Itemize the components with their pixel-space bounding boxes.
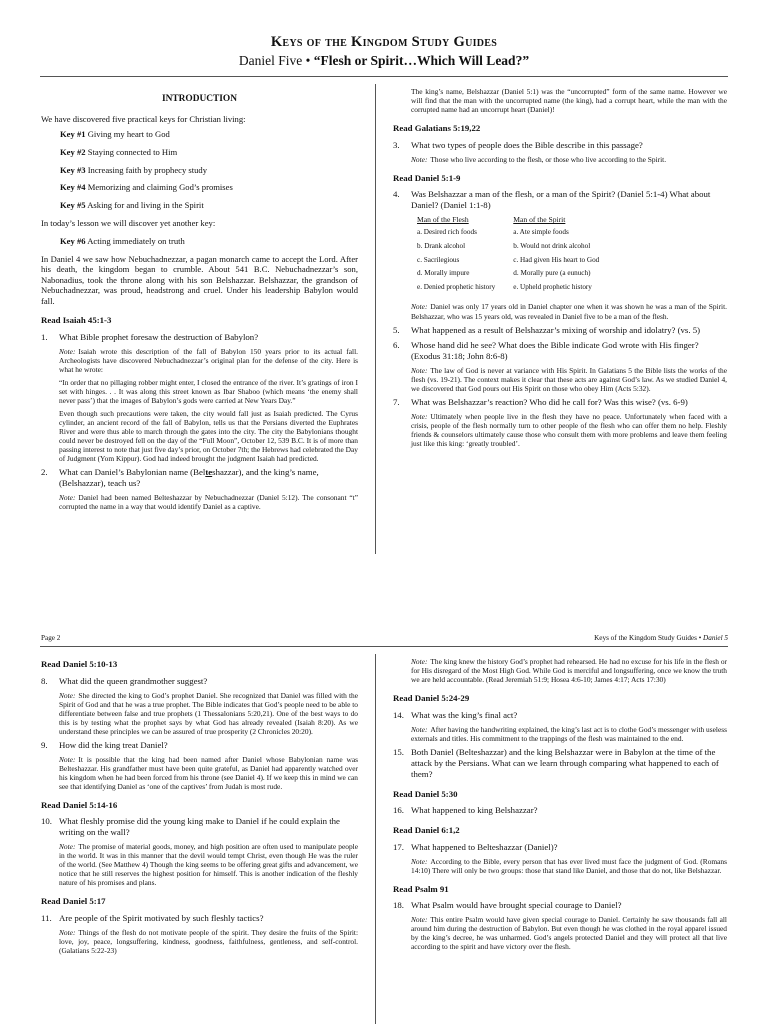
table-row: e. Denied prophetic history e. Upheld prophetic history: [417, 282, 592, 291]
introduction-heading: INTRODUCTION: [161, 94, 237, 104]
question: 15. Both Daniel (Belteshazzar) and the king Belshazzar were in Babylon at the time of the attack by the Persians. What can we learn through comparing what happened to each of them?: [393, 746, 719, 779]
intro-lead: We have discovered five practical keys for Christian living:: [41, 114, 246, 125]
question: 3. What two types of people does the Bible describe in this passage?: [393, 139, 643, 150]
question: 10. What fleshly promise did the young king make to Daniel if he could explain the writing on the wall?: [41, 816, 340, 838]
section-heading: Read Daniel 5:10-13: [41, 659, 118, 669]
question-note: Note: According to the Bible, every person that has ever lived must face the judgment of God. (Romans 14:10) There will only be two groups: those that stand like Daniel, and those that do not, like Belshazzar.: [411, 856, 727, 875]
question-note: Note: Things of the flesh do not motivate people of the spirit. They desire the fruits of the Spirit: love, joy, peace, longsuffering, kindness, goodness, faithfulness, gentleness, and self-control. (Galatians 5:22-23): [59, 928, 358, 956]
question: 18. What Psalm would have brought special courage to Daniel?: [393, 900, 622, 911]
running-header: Keys of the Kingdom Study Guides • Daniel 5: [594, 634, 728, 642]
key-item: Key #5 Asking for and living in the Spirit: [60, 200, 204, 211]
question-note: Note: Daniel had been named Belteshazzar by Nebuchadnezzar (Daniel 5:12). The consonant “t” corrupted the name in a way that would identify Daniel as a captive.: [59, 492, 358, 512]
question: 9. How did the king treat Daniel?: [41, 739, 168, 750]
question-note: Note: The promise of material goods, money, and high position are often used to manipulate people in the world. It was in this manner that the devil would tempt Christ, even though He was the ruler of the world. (See Matthew 4) Though the king seems to be offering great gifts and advancement, we notice that he still reserves the highest position for himself. This is another indication of the fleshly nature of his promises and plans.: [59, 842, 358, 888]
key-item: Key #3 Increasing faith by prophecy study: [60, 164, 208, 175]
key-item: Key #6 Acting immediately on truth: [60, 235, 185, 246]
lesson-theme: “Flesh or Spirit…Which Will Lead?”: [313, 53, 530, 68]
page2-column-divider: [375, 654, 376, 1024]
question-note: Note: This entire Psalm would have given special courage to Daniel. Certainly he saw thousands fall all around him during the destruction of Babylon. But even though he was clothed in the royal apparel issued by the king’s decree, he was unharmed. God’s angels protected Daniel and they will protect all that live according to the spirit and have victory over the flesh.: [411, 915, 727, 952]
question: 1. What Bible prophet foresaw the destruction of Babylon?: [41, 331, 259, 342]
question-note: Note: Those who live according to the flesh, or those who live according to the Spirit.: [411, 154, 667, 164]
section-heading: Read Daniel 5:24-29: [393, 693, 470, 704]
subtitle-bullet: •: [305, 53, 311, 68]
question: 17. What happened to Belteshazzar (Daniel)?: [393, 841, 558, 852]
page2-right-column: [393, 657, 727, 955]
section-heading: Read Galatians 5:19,22: [393, 123, 481, 134]
question: 8. What did the queen grandmother suggest?: [41, 675, 208, 686]
table-header: Man of the Spirit: [513, 215, 566, 225]
note-continuation: The king’s name, Belshazzar (Daniel 5:1) was the “uncorrupted” form of the same name. However we will find that the man with the uncorrupted name (the king), had a corrupt heart, while the man with the corrupted name had an uncorrupt heart (Daniel)!: [411, 87, 727, 115]
section-heading: Read Daniel 5:17: [41, 896, 106, 907]
table-row: b. Drank alcohol b. Would not drink alcohol: [417, 241, 591, 250]
table-header: Man of the Flesh: [417, 215, 469, 225]
page1-right-column: [393, 87, 727, 452]
section-heading: Read Daniel 5:1-9: [393, 172, 461, 183]
intro-today: In today’s lesson we will discover yet another key:: [41, 218, 216, 229]
section-heading: Read Isaiah 45:1-3: [41, 315, 112, 326]
section-heading: Read Psalm 91: [393, 883, 449, 894]
question: 16. What happened to king Belshazzar?: [393, 805, 538, 816]
question: 4. Was Belshazzar a man of the flesh, or a man of the Spirit? (Daniel 5:1-4) What about Daniel? (Daniel 1:1-8): [393, 189, 711, 211]
page2-header-rule: [40, 646, 728, 647]
page-number: Page 2: [41, 634, 61, 642]
page2-left-column: [41, 650, 358, 959]
question: 5. What happened as a result of Belshazzar’s mixing of worship and idolatry? (vs. 5): [393, 324, 701, 335]
key-item: Key #1 Giving my heart to God: [60, 128, 170, 139]
section-heading: Read Daniel 5:30: [393, 788, 458, 799]
question: 6. Whose hand did he see? What does the Bible indicate God wrote with His finger? (Exodus 31:18; John 8:6-8): [393, 339, 699, 361]
document-subtitle: [0, 53, 768, 69]
question-note: Note: It is possible that the king had been named after Daniel whose Babylonian name was Belteshazzar. His grandfather must have been quite grateful, as Daniel had apparently watched over his kingdom when he had been forced from his throne (see Daniel 4). If we keep this in mind we can see that identifying Daniel as ‘one of the captives’ from Judah is most rude.: [59, 754, 358, 791]
section-heading: Read Daniel 6:1,2: [393, 825, 460, 836]
question: 2. What can Daniel’s Babylonian name (Belteshazzar), and the king’s name, (Belshazzar), teach us?: [41, 467, 319, 488]
question-note: Note: Ultimately when people live in the flesh they have no peace. Unfortunately when faced with a crisis, people of the flesh normally turn to other people of the flesh who can offer them no help. Fleshly friends & counselors ultimately cause those who consult them with more problems and leave them feeling just like this king: ‘greatly troubled’.: [411, 411, 727, 448]
table-row: c. Sacrilegious c. Had given His heart to God: [417, 255, 600, 264]
question: 7. What was Belshazzar’s reaction? Who did he call for? Was this wise? (vs. 6-9): [393, 396, 688, 407]
document-title: Keys of the Kingdom Study Guides: [270, 34, 498, 50]
question-note: Note: After having the handwriting explained, the king’s last act is to clothe God’s messenger with useless externals and titles. His commitment to the trappings of the flesh was maintained to the end.: [411, 724, 727, 743]
note-paragraph: Even though such precautions were taken, the city would fall just as Isaiah predicted. The Cyrus cylinder, an ancient record of the fall of Babylon, tells us that the Persians diverted the Euphrates River and were thus able to march through the gates into the city. The city the Babylonians thought could never be destroyed fell on the day of the “Full Moon”, October 12, 539 B.C. It is of more than passing interest to note that just five day’s prior, on October 7th; the Hebrews had celebrated the Day of Judgment (Yom Kippur). God had indeed brought the judgment Isaiah had predicted.: [59, 408, 358, 463]
question-note: Note: She directed the king to God’s prophet Daniel. She recognized that Daniel was filled with the Spirit of God and that he was a true prophet. The Bible indicates that God’s people need to be able to differentiate between false and true prophets (1 Thessalonians 5:20,21). One of the best ways to do this is by testing what the prophet says by what God has already revealed (Isaiah 8:20). As we understand these principles we can be assured of true prosperity (2 Chronicles 20:20).: [59, 690, 358, 736]
question-note: Note: Daniel was only 17 years old in Daniel chapter one when it was shown he was a man of the Spirit. Belshazzar, who was 15 years old, was revealed in Daniel five to be a man of the flesh.: [411, 302, 727, 321]
key-item: Key #2 Staying connected to Him: [60, 146, 178, 157]
table-row: a. Desired rich foods a. Ate simple foods: [417, 228, 569, 237]
quotation: “In order that no pillaging robber might enter, I closed the entrance of the river. It’s gratings of iron I set with hinges. . . It was along this street known as Ibar Shaboo (which means ‘the enemy shall never pass’) that the images of Babylon’s gods were carried at New Years Day.”: [59, 377, 358, 405]
section-heading: Read Daniel 5:14-16: [41, 799, 118, 810]
flesh-spirit-table: [417, 215, 617, 296]
question-note: Note: The law of God is never at variance with His Spirit. In Galatians 5 the Bible lists the works of the flesh (vs. 19-21). The context makes it clear that these acts are against God’s law. As we studied Daniel 4, we discovered that God pours out His Spirit on those who obey Him (Acts 5:32).: [411, 365, 727, 393]
table-row: d. Morally impure d. Morally pure (a eunuch): [417, 269, 591, 278]
question: 14. What was the king’s final act?: [393, 709, 518, 720]
question-note: Note: Isaiah wrote this description of the fall of Babylon 150 years prior to its actual fall. Archeologists have discovered Nebuchadnezzar’s original plan for the defense of the city. Here is what he wrote:: [59, 346, 358, 374]
key-item: Key #4 Memorizing and claiming God’s promises: [60, 182, 233, 193]
column-divider: [375, 84, 376, 554]
header-rule: [40, 76, 728, 77]
intro-paragraph: In Daniel 4 we saw how Nebuchadnezzar, a pagan monarch came to accept the Lord. After his death, the kingdom began to crumble. About 541 B.C. Nebuchadnezzar’s son, Nabonadius, took the throne along with his son Belshazzar. Belshazzar, the grandson of Nebuchadnezzar, was proud, headstrong and cruel. Under his leadership Babylon would fall.: [41, 253, 358, 306]
page1-left-column: [41, 80, 358, 515]
question-note: Note: The king knew the history God’s prophet had rehearsed. He had no excuse for his life in the flesh or for His disregard of the Most High God. While God is merciful and longsuffering, once we know the truth we are held accountable. (Read Jeremiah 51:9; Hosea 4:6-10; James 4:17; Acts 17:30): [411, 657, 727, 685]
question: 11. Are people of the Spirit motivated by such fleshly tactics?: [41, 913, 264, 924]
lesson-name: Daniel Five: [238, 53, 303, 68]
